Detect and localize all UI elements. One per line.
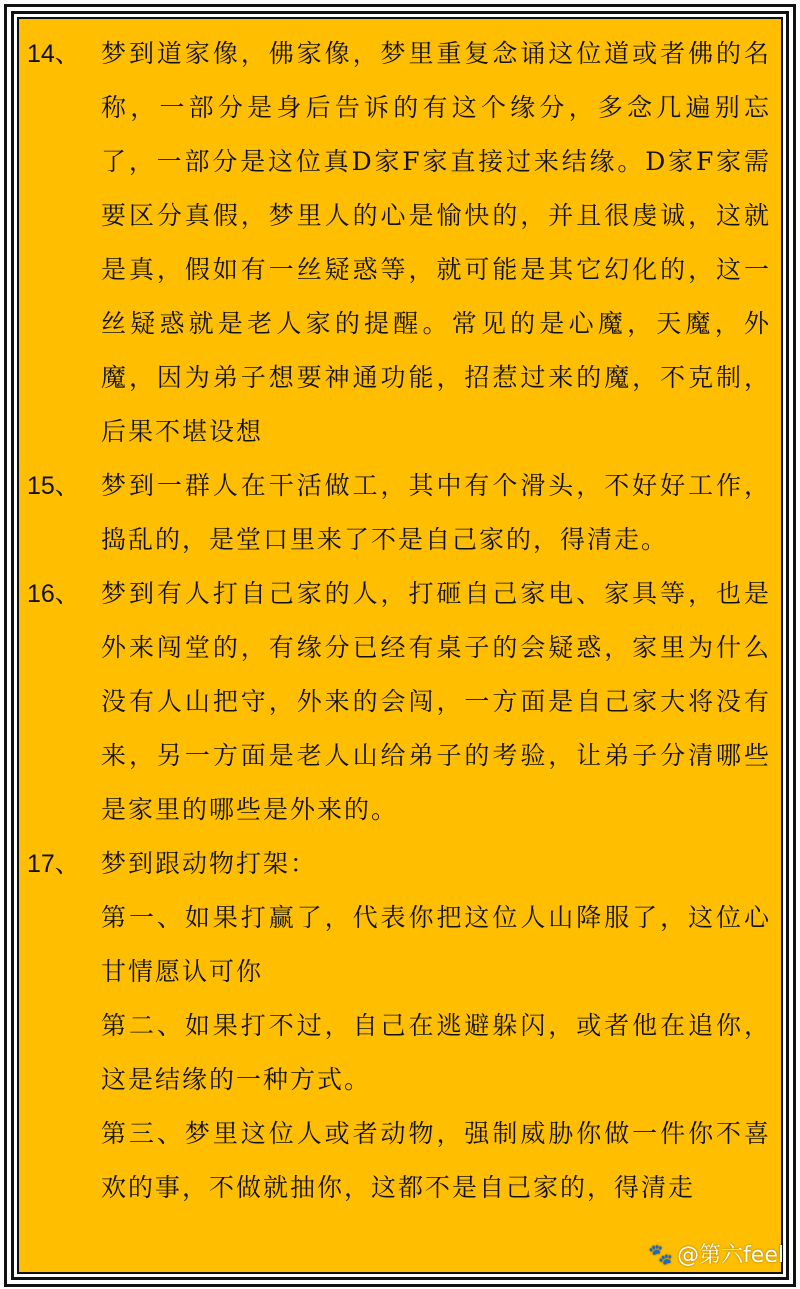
sub-item-text: 第二、如果打不过，自己在逃避躲闪，或者他在追你，这是结缘的一种方式。 (101, 1011, 771, 1094)
list-item-15 (27, 459, 771, 567)
paw-icon: 🐾 (648, 1241, 674, 1266)
item-text: 梦到一群人在干活做工，其中有个滑头，不好好工作，捣乱的，是堂口里来了不是自己家的，得清走。 (101, 471, 771, 554)
item-text: 梦到跟动物打架： (101, 849, 318, 878)
item-number: 15、 (27, 472, 80, 500)
sub-item-3 (27, 1107, 771, 1215)
list-item-17 (27, 837, 771, 891)
sub-item-2 (27, 999, 771, 1107)
item-text: 梦到有人打自己家的人，打砸自己家电、家具等，也是外来闯堂的，有缘分已经有桌子的会疑惑，家里为什么没有人山把守，外来的会闯，一方面是自己家大将没有来，另一方面是老人山给弟子的考验，让弟子分清哪些是家里的哪些是外来的。 (101, 579, 771, 824)
watermark (648, 1238, 784, 1269)
outer-border (4, 4, 796, 1287)
sub-item-text: 第三、梦里这位人或者动物，强制威胁你做一件你不喜欢的事，不做就抽你，这都不是自己家的，得清走 (101, 1119, 771, 1202)
list-item-16 (27, 567, 771, 837)
middle-border (11, 11, 789, 1280)
item-text-group (101, 837, 771, 891)
list-item-14 (27, 27, 771, 459)
document-content (27, 27, 771, 1215)
item-text: 梦到道家像，佛家像，梦里重复念诵这位道或者佛的名称，一部分是身后告诉的有这个缘分，多念几遍别忘了，一部分是这位真D家F家直接过来结缘。D家F家需要区分真假，梦里人的心是愉快的，并且很虔诚，这就是真，假如有一丝疑惑等，就可能是其它幻化的，这一丝疑惑就是老人家的提醒。常见的是心魔，天魔，外魔，因为弟子想要神通功能，招惹过来的魔，不克制，后果不堪设想 (101, 39, 771, 446)
item-number: 16、 (27, 580, 80, 608)
watermark-text: @第六feel (677, 1243, 784, 1268)
item-number: 14、 (27, 40, 80, 68)
document-panel (17, 17, 783, 1274)
sub-item-text: 第一、如果打赢了，代表你把这位人山降服了，这位心甘情愿认可你 (101, 903, 771, 986)
item-number: 17、 (27, 850, 80, 878)
sub-item-1 (27, 891, 771, 999)
